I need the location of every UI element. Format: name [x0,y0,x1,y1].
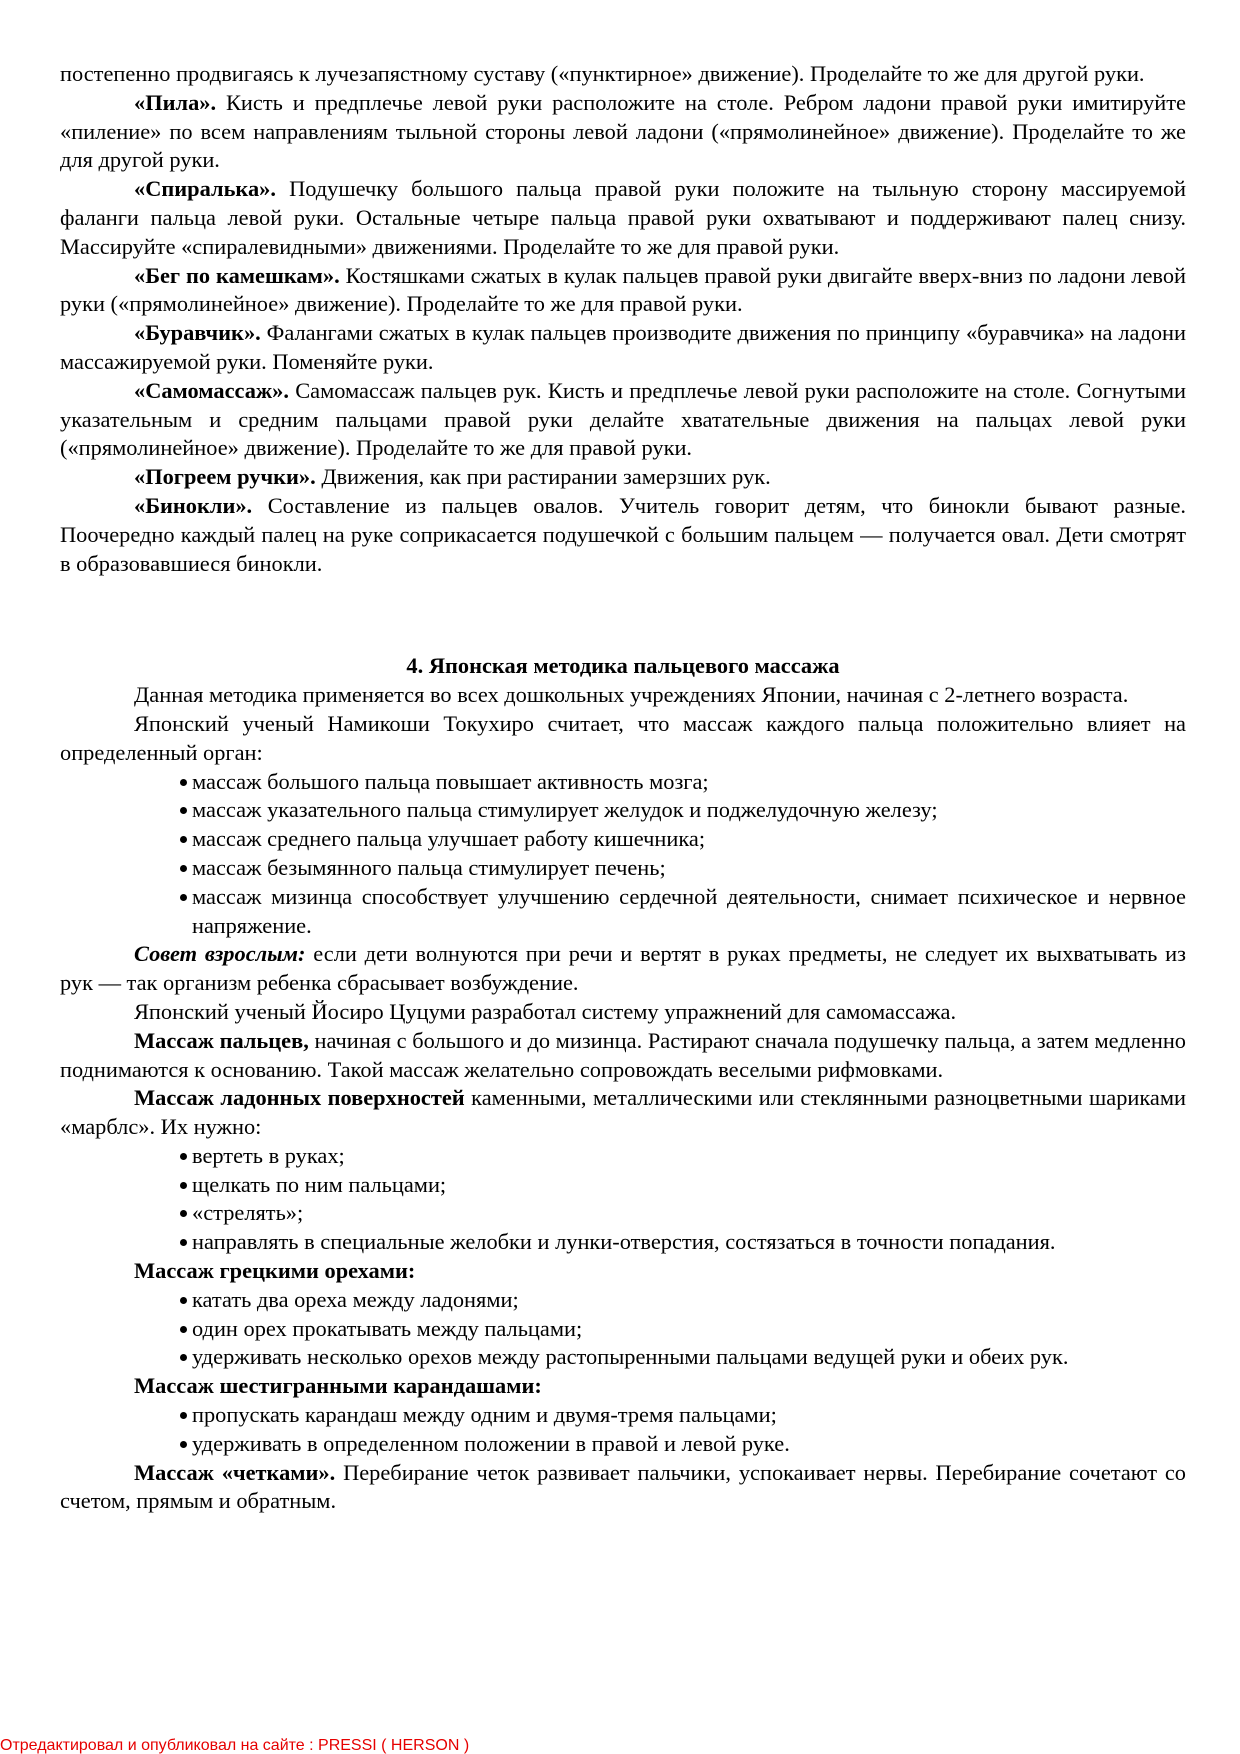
list-item [180,1171,1186,1200]
publisher-footer: Отредактировал и опубликовал на сайте : PRESSI ( HERSON ) [0,1737,470,1754]
exercise-binoculars [60,492,1186,578]
list-item-text: вертеть в руках; [192,1142,345,1168]
list-item-text: направлять в специальные желобки и лунки-отверстия, состязаться в точности попадания. [192,1229,1056,1255]
paragraph-tsutsumi: Японский ученый Йосиро Цуцуми разработал систему упражнений для самомассажа. [134,998,957,1024]
list-item [180,1401,1186,1430]
exercise-spiral [60,175,1186,261]
exercise-title: «Бинокли». [134,492,253,518]
marbles-list [60,1142,1186,1257]
list-item [180,768,1186,797]
list-item [180,1343,1186,1372]
list-item [180,883,1186,941]
list-item-text: массаж указательного пальца стимулирует желудок и поджелудочную железу; [192,797,938,823]
list-item [180,825,1186,854]
exercise-title: «Буравчик». [134,320,261,346]
paragraph-palm-massage [60,1084,1186,1142]
paragraph-finger-massage [60,1027,1186,1085]
list-item-text: удерживать несколько орехов между растопыренными пальцами ведущей руки и обеих рук. [192,1344,1069,1370]
bullet-icon [180,1326,187,1333]
bullet-icon [180,1354,187,1361]
paragraph-namikoshi: Японский ученый Намикоши Токухиро считает, что массаж каждого пальца положительно влияет на определенный орган: [60,710,1186,765]
list-item-text: удерживать в определенном положении в правой и левой руке. [192,1430,790,1456]
bullet-icon [180,894,187,901]
list-item [180,1286,1186,1315]
list-item [180,1142,1186,1171]
exercise-warm-hands [60,463,1186,492]
paragraph-beads-massage [60,1459,1186,1517]
bullet-icon [180,1297,187,1304]
list-item-text: массаж большого пальца повышает активность мозга; [192,768,709,794]
finger-massage-text: начиная с большого и до мизинца. Растирают сначала подушечку пальца, а затем медленно поднимаются к основанию. Такой массаж желательно сопровождать веселыми рифмовками. [60,1027,1186,1082]
bullet-icon [180,1210,187,1217]
advice-label: Совет взрослым: [134,941,306,967]
section-heading: 4. Японская методика пальцевого массажа [406,653,840,679]
list-item [180,854,1186,883]
bullet-icon [180,1182,187,1189]
bullet-icon [180,865,187,872]
finger-organ-list [60,768,1186,941]
finger-massage-label: Массаж пальцев, [134,1027,309,1053]
list-item-text: один орех прокатывать между пальцами; [192,1315,583,1341]
list-item [180,1315,1186,1344]
exercise-drill [60,319,1186,377]
palm-massage-text: каменными, металлическими или стеклянными разноцветными шариками «марблс». Их нужно: [60,1085,1186,1140]
exercise-saw [60,89,1186,175]
list-item-text: массаж мизинца способствует улучшению сердечной деятельности, снимает психическое и нервное напряжение. [192,883,1186,938]
exercise-title: «Погреем ручки». [134,464,316,490]
list-item-text: катать два ореха между ладонями; [192,1286,519,1312]
beads-massage-label: Массаж «четками». [134,1459,336,1485]
bullet-icon [180,836,187,843]
exercise-text: Костяшками сжатых в кулак пальцев правой руки двигайте вверх-вниз по ладони левой руки («прямолинейное» движение). Проделайте то же для правой руки. [60,262,1187,317]
list-item-text: пропускать карандаш между одним и двумя-тремя пальцами; [192,1402,777,1428]
exercise-text: Движения, как при растирании замерзших рук. [315,464,771,490]
list-item-text: «стрелять»; [192,1200,304,1226]
document-page [60,60,1186,1516]
exercise-pebbles [60,262,1186,320]
list-item-text: массаж среднего пальца улучшает работу кишечника; [192,826,706,852]
list-item [180,1228,1186,1257]
exercise-title: «Спиралька». [134,176,276,202]
paragraph-intro: Данная методика применяется во всех дошкольных учреждениях Японии, начиная с 2-летнего возраста. [134,682,1129,708]
list-item [180,796,1186,825]
paragraph-advice [60,940,1186,998]
exercise-title: «Бег по камешкам». [134,262,340,288]
exercise-text: Самомассаж пальцев рук. Кисть и предплечье левой руки расположите на столе. Согнутыми указательным и средним пальцами правой руки делайте хватательные движения на пальцах левой руки («прямолинейное» движение). Проделайте то же для правой руки. [60,377,1186,461]
exercise-text: Фалангами сжатых в кулак пальцев производите движения по принципу «буравчика» на ладони массажируемой руки. Поменяйте руки. [60,320,1186,374]
bullet-icon [180,1441,187,1448]
walnut-massage-label: Массаж грецкими орехами: [134,1258,416,1284]
list-item [180,1199,1186,1228]
paragraph-continuation: постепенно продвигаясь к лучезапястному суставу («пунктирное» движение). Проделайте то же для другой руки. [60,61,1145,86]
bullet-icon [180,1153,187,1160]
pencil-massage-label: Массаж шестигранными карандашами: [134,1373,542,1399]
walnut-list [60,1286,1186,1372]
bullet-icon [180,1412,187,1419]
advice-text: если дети волнуются при речи и вертят в руках предметы, не следует их выхватывать из рук — так организм ребенка сбрасывает возбуждение. [60,941,1186,996]
list-item [180,1430,1186,1459]
exercise-text: Кисть и предплечье левой руки расположите на столе. Ребром ладони правой руки имитируйте «пиление» по всем направлениям тыльной стороны левой ладони («прямолинейное» движение). Проделайте то же для другой руки. [60,89,1186,173]
bullet-icon [180,807,187,814]
list-item-text: массаж безымянного пальца стимулирует печень; [192,854,666,880]
palm-massage-label: Массаж ладонных поверхностей [134,1085,465,1111]
bullet-icon [180,1239,187,1246]
pencil-list [60,1401,1186,1459]
exercise-text: Подушечку большого пальца правой руки положите на тыльную сторону массируемой фаланги пальца левой руки. Остальные четыре пальца правой руки охватывают и поддерживают палец снизу. Массируйте «спиралевидными» движениями. Проделайте то же для правой руки. [60,176,1186,259]
bullet-icon [180,779,187,786]
section-gap [60,578,1186,652]
beads-massage-text: Перебирание четок развивает пальчики, успокаивает нервы. Перебирание сочетают со счетом, прямым и обратным. [60,1459,1186,1514]
exercise-self-massage [60,377,1186,463]
list-item-text: щелкать по ним пальцами; [192,1171,447,1197]
exercise-title: «Пила». [134,89,217,115]
exercise-title: «Самомассаж». [134,377,289,403]
exercise-text: Составление из пальцев овалов. Учитель говорит детям, что бинокли бывают разные. Поочередно каждый палец на руке соприкасается подушечкой с большим пальцем — получается овал. Дети смотрят в образовавшиеся бинокли. [60,492,1186,576]
